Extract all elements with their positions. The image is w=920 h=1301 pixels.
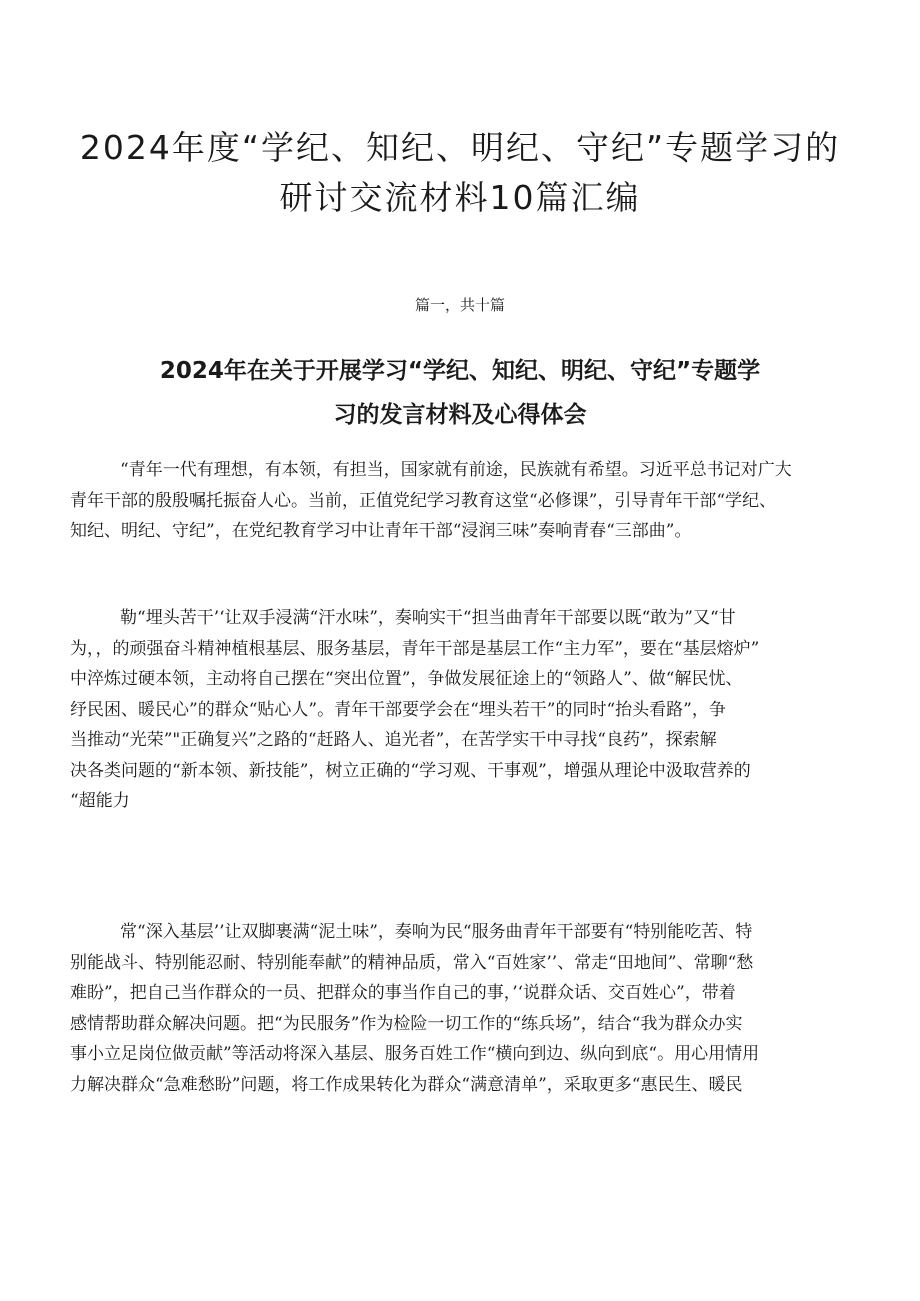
paragraph-2 — [70, 603, 855, 817]
article-title-line-2: 习的发言材料及心得体会 — [333, 402, 587, 428]
paragraph-line: 常“深入基层’’让双脚裹满“泥土味”，奏响为民“服务曲青年干部要有“特别能吃苦、特 — [120, 922, 753, 942]
paragraph-line: 当推动“光荣”"正确复兴”之路的“赶路人、追光者”，在苦学实干中寻找“良药”，探索解 — [70, 730, 717, 750]
paragraph-line: 感情帮助群众解决问题。把“为民服务”作为检险一切工作的“练兵场”，结合“我为群众办实 — [70, 1013, 743, 1034]
paragraph-line: 中淬炼过硬本领，主动将自己摆在“突出位置”，争做发展征途上的“领路人”、做“解民忧、 — [70, 669, 743, 689]
section-label: 篇一，共十篇 — [414, 296, 505, 314]
paragraph-line: 勒“埋头苦干’‘让双手浸满“汗水味”，奏响实干“担当曲青年干部要以既“敢为”又“甘 — [120, 608, 736, 628]
document-title-line-1: 2024年度“学纪、知纪、明纪、守纪”专题学习的 — [79, 128, 841, 167]
paragraph-3 — [70, 917, 855, 1100]
paragraph-line: 难盼”，把自己当作群众的一员、把群众的事当作自己的事，’‘说群众话、交百姓心”，带着 — [70, 983, 736, 1003]
paragraph-line: 别能战斗、特别能忍耐、特别能奉献”的精神品质，常入“百姓家’’、常走“田地间”、常聊“愁 — [70, 952, 754, 973]
paragraph-1 — [70, 455, 855, 547]
paragraph-line: 力解决群众“急难愁盼”问题，将工作成果转化为群众“满意清单”，采取更多“惠民生、暖民 — [70, 1074, 743, 1095]
paragraph-line: 事小立足岗位做贡献”等活动将深入基层、服务百姓工作“横向到边、纵向到底“。用心用情用 — [70, 1044, 760, 1064]
paragraph-line: 纾民困、暖民心”的群众“贴心人”。青年干部要学会在“埋头若干”的同时“抬头看路”，争 — [70, 699, 726, 720]
paragraph-line: 为，，的顽强奋斗精神植根基层、服务基层，青年干部是基层工作“主力军”，要在“基层熔炉” — [70, 638, 760, 659]
paragraph-line: 知纪、明纪、守纪”，在党纪教育学习中让青年干部“浸润三味”奏响青春“三部曲”。 — [70, 521, 692, 541]
paragraph-line: 决各类问题的“新本领、新技能”，树立正确的“学习观、干事观”，增强从理论中汲取营养的 — [70, 760, 751, 781]
paragraph-line: “超能力 — [70, 791, 130, 811]
paragraph-line: 青年干部的殷殷嘱托振奋人心。当前，正值党纪学习教育这堂“必修课”，引导青年干部“学纪、 — [70, 490, 777, 511]
paragraph-line: “青年一代有理想，有本领，有担当，国家就有前途，民族就有希望。习近平总书记对广大 — [120, 460, 792, 480]
document-title-line-2: 研讨交流材料10篇汇编 — [279, 178, 641, 217]
article-title-line-1: 2024年在关于开展学习“学纪、知纪、明纪、守纪”专题学 — [159, 358, 761, 384]
